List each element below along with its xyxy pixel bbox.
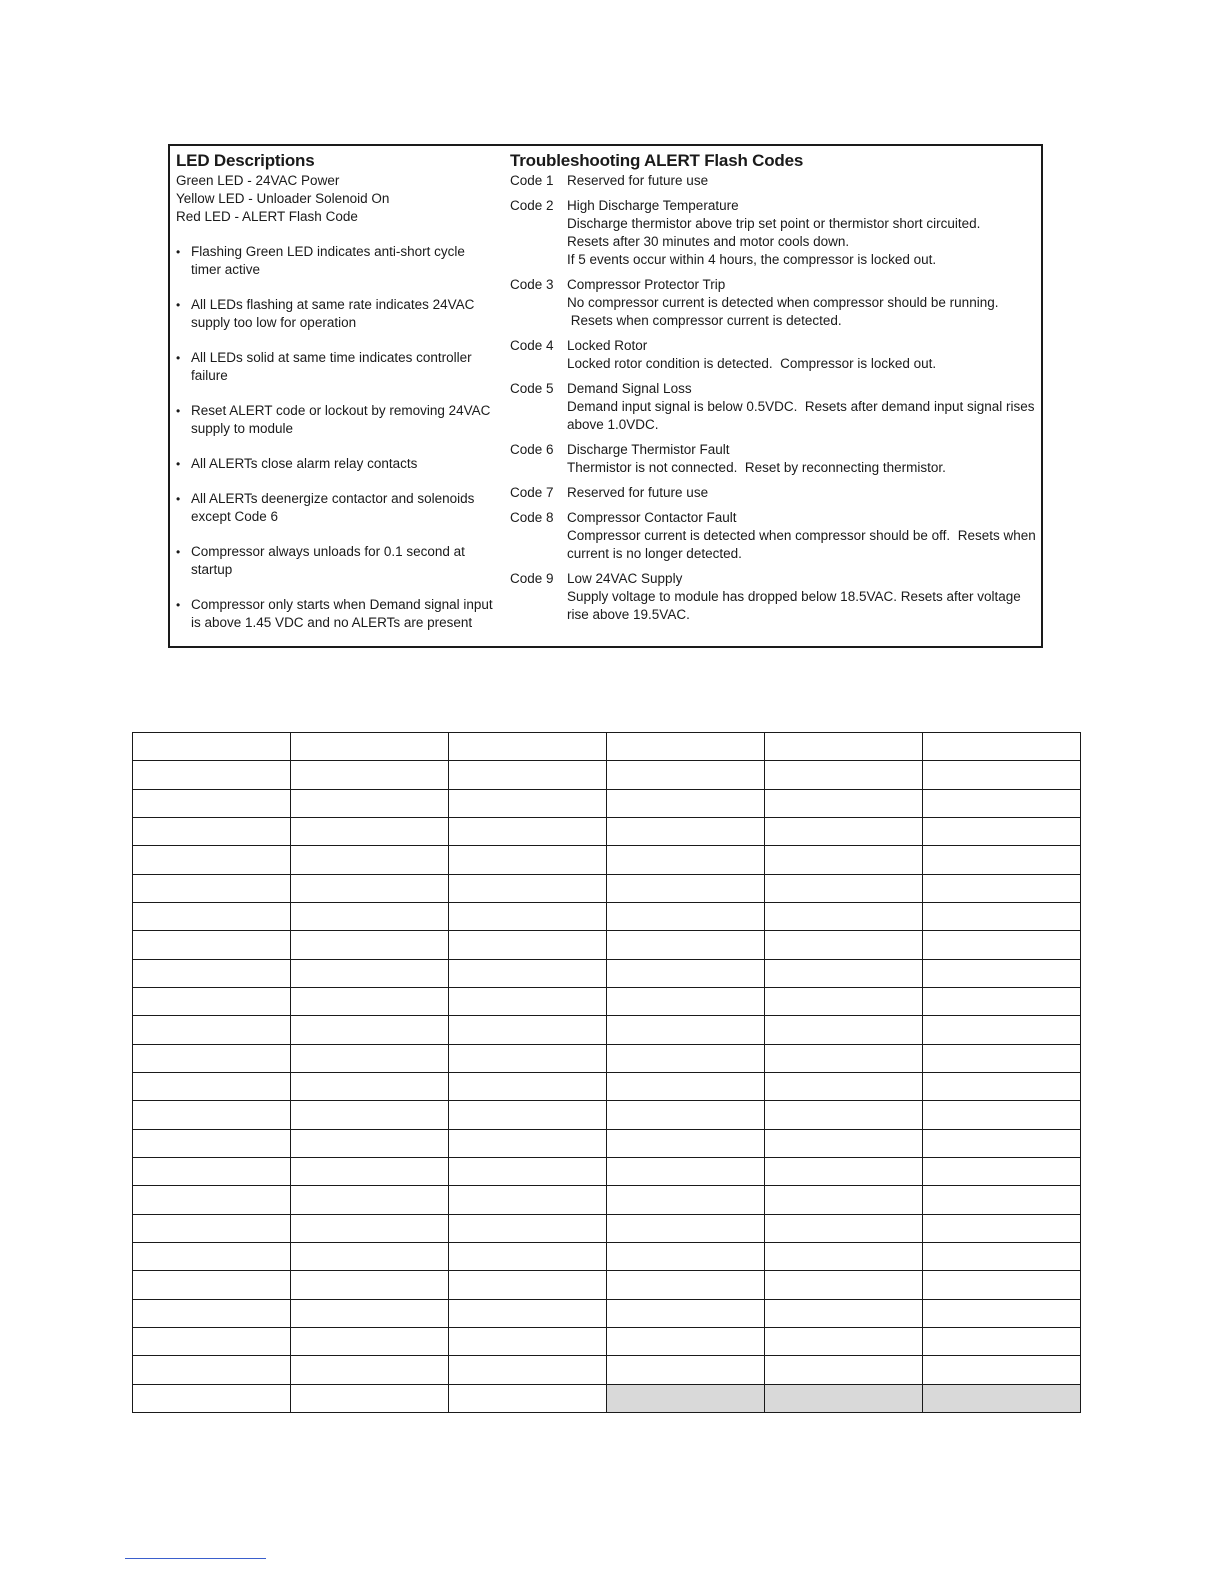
led-notes-list: [176, 243, 496, 632]
table-row: [133, 1016, 1081, 1044]
table-cell: [449, 1044, 607, 1072]
table-cell: [291, 1157, 449, 1185]
table-cell: [607, 846, 765, 874]
table-cell: [133, 1186, 291, 1214]
table-cell: [133, 1384, 291, 1412]
table-cell: [923, 987, 1081, 1015]
flash-code-detail: Supply voltage to module has dropped below 18.5VAC. Resets after voltage rise above 19.5VAC.: [567, 589, 1025, 622]
table-cell: [765, 789, 923, 817]
table-row: [133, 817, 1081, 845]
table-cell: [765, 1072, 923, 1100]
table-cell: [291, 1299, 449, 1327]
table-cell: [133, 1129, 291, 1157]
table-cell: [607, 1271, 765, 1299]
table-row: [133, 1101, 1081, 1129]
table-cell: [133, 959, 291, 987]
table-cell: [291, 846, 449, 874]
flash-code-title: High Discharge Temperature: [567, 198, 739, 213]
table-cell: [765, 846, 923, 874]
table-cell: [449, 902, 607, 930]
table-cell: [607, 959, 765, 987]
flash-code-number: Code 9: [510, 571, 554, 586]
led-note-item: • All LEDs solid at same time indicates controller failure: [176, 349, 496, 385]
led-descriptions-heading: LED Descriptions: [176, 151, 315, 170]
table-cell: [765, 1384, 923, 1412]
flash-code-description: [567, 197, 1040, 269]
table-row: [133, 789, 1081, 817]
table-cell: [133, 1101, 291, 1129]
table-cell: [607, 1384, 765, 1412]
led-note-item: • Compressor always unloads for 0.1 second at startup: [176, 543, 496, 579]
table-row: [133, 902, 1081, 930]
flash-code-number: Code 4: [510, 338, 554, 353]
table-cell: [765, 1299, 923, 1327]
table-cell: [449, 1299, 607, 1327]
flash-code-number: Code 7: [510, 485, 554, 500]
table-row: [133, 1271, 1081, 1299]
table-cell: [291, 1186, 449, 1214]
table-cell: [133, 1044, 291, 1072]
table-row: [133, 1072, 1081, 1100]
table-cell: [765, 874, 923, 902]
table-cell: [449, 1186, 607, 1214]
flash-code-entry: [510, 337, 1040, 373]
flash-code-description: [567, 172, 1040, 190]
flash-code-title: Compressor Contactor Fault: [567, 510, 737, 525]
table-cell: [923, 931, 1081, 959]
table-cell: [765, 1214, 923, 1242]
table-cell: [449, 1242, 607, 1270]
table-cell: [291, 789, 449, 817]
table-cell: [291, 1384, 449, 1412]
table-cell: [923, 733, 1081, 761]
table-cell: [765, 1157, 923, 1185]
table-cell: [449, 931, 607, 959]
table-cell: [291, 1072, 449, 1100]
table-cell: [607, 1072, 765, 1100]
led-note-item: • Flashing Green LED indicates anti-short cycle timer active: [176, 243, 496, 279]
led-note-item: • All ALERTs deenergize contactor and solenoids except Code 6: [176, 490, 496, 526]
table-cell: [449, 1016, 607, 1044]
table-cell: [291, 1044, 449, 1072]
table-cell: [291, 1356, 449, 1384]
table-cell: [765, 959, 923, 987]
table-cell: [449, 1072, 607, 1100]
table-cell: [449, 959, 607, 987]
flash-code-description: [567, 337, 1040, 373]
flash-code-detail: Locked rotor condition is detected. Compressor is locked out.: [567, 356, 937, 371]
flash-code-list: [510, 172, 1040, 624]
table-cell: [765, 761, 923, 789]
flash-code-number: Code 8: [510, 510, 554, 525]
table-cell: [449, 1356, 607, 1384]
table-cell: [133, 902, 291, 930]
flash-code-title: Compressor Protector Trip: [567, 277, 726, 292]
table-cell: [291, 1101, 449, 1129]
table-cell: [133, 761, 291, 789]
flash-code-number: Code 2: [510, 198, 554, 213]
flash-code-title: Discharge Thermistor Fault: [567, 442, 730, 457]
table-cell: [449, 1129, 607, 1157]
table-cell: [923, 959, 1081, 987]
table-cell: [133, 1016, 291, 1044]
table-row: [133, 1129, 1081, 1157]
led-color-list: [176, 172, 496, 226]
table-cell: [449, 846, 607, 874]
table-cell: [923, 1044, 1081, 1072]
table-cell: [133, 1072, 291, 1100]
table-cell: [923, 1072, 1081, 1100]
table-cell: [923, 1186, 1081, 1214]
table-cell: [765, 931, 923, 959]
table-cell: [923, 1271, 1081, 1299]
table-cell: [449, 987, 607, 1015]
led-note-item: • All ALERTs close alarm relay contacts: [176, 455, 496, 473]
table-cell: [133, 931, 291, 959]
table-cell: [291, 931, 449, 959]
flash-code-title: Low 24VAC Supply: [567, 571, 683, 586]
table-cell: [607, 1327, 765, 1355]
flash-code-entry: [510, 484, 1040, 502]
flash-code-entry: [510, 441, 1040, 477]
table-cell: [133, 874, 291, 902]
flash-code-entry: [510, 380, 1040, 434]
flash-code-entry: [510, 172, 1040, 190]
flash-code-description: [567, 380, 1040, 434]
table-cell: [133, 987, 291, 1015]
table-cell: [449, 1214, 607, 1242]
table-cell: [765, 987, 923, 1015]
table-cell: [291, 1242, 449, 1270]
table-cell: [291, 987, 449, 1015]
flash-code-number: Code 5: [510, 381, 554, 396]
table-cell: [765, 1327, 923, 1355]
table-row: [133, 959, 1081, 987]
flash-code-number: Code 1: [510, 173, 554, 188]
table-cell: [765, 817, 923, 845]
table-cell: [291, 761, 449, 789]
table-cell: [291, 902, 449, 930]
table-cell: [449, 817, 607, 845]
flash-codes-section: [510, 150, 1040, 631]
table-row: [133, 1384, 1081, 1412]
table-cell: [607, 1157, 765, 1185]
table-row: [133, 1214, 1081, 1242]
table-cell: [765, 1271, 923, 1299]
table-cell: [133, 817, 291, 845]
table-cell: [607, 1214, 765, 1242]
table-cell: [923, 1214, 1081, 1242]
table-cell: [923, 789, 1081, 817]
table-cell: [607, 987, 765, 1015]
led-note-item: • Reset ALERT code or lockout by removing 24VAC supply to module: [176, 402, 496, 438]
table-cell: [607, 761, 765, 789]
table-cell: [607, 902, 765, 930]
table-cell: [923, 817, 1081, 845]
flash-code-entry: [510, 509, 1040, 563]
table-cell: [607, 1242, 765, 1270]
table-row: [133, 1157, 1081, 1185]
flash-code-description: [567, 570, 1040, 624]
table-row: [133, 1327, 1081, 1355]
table-cell: [765, 1044, 923, 1072]
flash-code-title: Reserved for future use: [567, 485, 709, 500]
table-row: [133, 761, 1081, 789]
table-row: [133, 733, 1081, 761]
led-description-line: Green LED - 24VAC Power: [176, 173, 340, 188]
flash-code-detail: Compressor current is detected when compressor should be off. Resets when current is no longer detected.: [567, 528, 1040, 561]
flash-code-detail: Resets after 30 minutes and motor cools down.: [567, 234, 850, 249]
flash-code-entry: [510, 570, 1040, 624]
flash-code-detail: No compressor current is detected when compressor should be running.: [567, 295, 999, 310]
table-cell: [923, 902, 1081, 930]
table-cell: [607, 1016, 765, 1044]
table-cell: [133, 789, 291, 817]
table-cell: [291, 959, 449, 987]
table-cell: [133, 1299, 291, 1327]
flash-code-entry: [510, 197, 1040, 269]
table-row: [133, 874, 1081, 902]
table-cell: [291, 1327, 449, 1355]
table-cell: [923, 874, 1081, 902]
table-row: [133, 1299, 1081, 1327]
flash-code-detail: Resets when compressor current is detected.: [567, 313, 842, 328]
table-cell: [765, 1242, 923, 1270]
footnote-separator-line: [125, 1558, 266, 1559]
table-cell: [923, 1327, 1081, 1355]
table-cell: [765, 733, 923, 761]
table-cell: [923, 846, 1081, 874]
blank-grid-table: [132, 732, 1081, 1413]
table-cell: [449, 733, 607, 761]
table-cell: [291, 1016, 449, 1044]
table-cell: [765, 1016, 923, 1044]
flash-code-title: Demand Signal Loss: [567, 381, 692, 396]
flash-code-detail: Thermistor is not connected. Reset by reconnecting thermistor.: [567, 460, 946, 475]
table-cell: [133, 846, 291, 874]
table-row: [133, 987, 1081, 1015]
table-cell: [607, 1356, 765, 1384]
table-cell: [449, 1384, 607, 1412]
flash-code-description: [567, 484, 1040, 502]
flash-code-description: [567, 509, 1040, 563]
flash-code-number: Code 6: [510, 442, 554, 457]
table-cell: [133, 1214, 291, 1242]
table-cell: [607, 817, 765, 845]
table-cell: [923, 1101, 1081, 1129]
table-cell: [923, 1356, 1081, 1384]
table-row: [133, 846, 1081, 874]
table-cell: [607, 1101, 765, 1129]
flash-code-title: Locked Rotor: [567, 338, 648, 353]
flash-code-description: [567, 441, 1040, 477]
table-cell: [607, 733, 765, 761]
table-cell: [291, 874, 449, 902]
table-cell: [291, 1271, 449, 1299]
table-cell: [449, 789, 607, 817]
flash-code-detail: If 5 events occur within 4 hours, the compressor is locked out.: [567, 252, 937, 267]
table-cell: [607, 789, 765, 817]
table-row: [133, 931, 1081, 959]
table-cell: [133, 1242, 291, 1270]
table-cell: [923, 1016, 1081, 1044]
table-cell: [607, 1299, 765, 1327]
table-cell: [291, 817, 449, 845]
table-row: [133, 1356, 1081, 1384]
table-cell: [765, 1356, 923, 1384]
flash-code-detail: Discharge thermistor above trip set point or thermistor short circuited.: [567, 216, 981, 231]
table-cell: [923, 1157, 1081, 1185]
table-cell: [291, 733, 449, 761]
table-cell: [765, 902, 923, 930]
flash-code-number: Code 3: [510, 277, 554, 292]
table-cell: [923, 1384, 1081, 1412]
led-description-line: Yellow LED - Unloader Solenoid On: [176, 191, 390, 206]
table-cell: [449, 1101, 607, 1129]
flash-codes-heading: Troubleshooting ALERT Flash Codes: [510, 151, 804, 170]
table-cell: [765, 1186, 923, 1214]
table-cell: [923, 1242, 1081, 1270]
table-cell: [133, 1157, 291, 1185]
table-cell: [607, 931, 765, 959]
table-cell: [449, 761, 607, 789]
table-cell: [291, 1214, 449, 1242]
table-cell: [607, 1044, 765, 1072]
flash-code-detail: Demand input signal is below 0.5VDC. Resets after demand input signal rises above 1.0VDC.: [567, 399, 1039, 432]
led-flash-code-panel: [168, 144, 1043, 648]
table-cell: [449, 1327, 607, 1355]
table-cell: [449, 1157, 607, 1185]
table-cell: [607, 1129, 765, 1157]
table-cell: [607, 1186, 765, 1214]
table-cell: [607, 874, 765, 902]
flash-code-entry: [510, 276, 1040, 330]
led-description-line: Red LED - ALERT Flash Code: [176, 209, 358, 224]
table-cell: [923, 761, 1081, 789]
table-cell: [133, 1271, 291, 1299]
table-row: [133, 1044, 1081, 1072]
table-row: [133, 1186, 1081, 1214]
flash-code-description: [567, 276, 1040, 330]
led-note-item: • All LEDs flashing at same rate indicates 24VAC supply too low for operation: [176, 296, 496, 332]
table-cell: [449, 1271, 607, 1299]
table-cell: [133, 1356, 291, 1384]
table-cell: [133, 1327, 291, 1355]
table-cell: [449, 874, 607, 902]
table-row: [133, 1242, 1081, 1270]
table-cell: [923, 1299, 1081, 1327]
led-note-item: • Compressor only starts when Demand signal input is above 1.45 VDC and no ALERTs are present: [176, 596, 496, 632]
table-cell: [765, 1129, 923, 1157]
table-cell: [765, 1101, 923, 1129]
led-descriptions-section: [176, 150, 496, 649]
flash-code-title: Reserved for future use: [567, 173, 709, 188]
table-cell: [133, 733, 291, 761]
table-cell: [923, 1129, 1081, 1157]
table-cell: [291, 1129, 449, 1157]
